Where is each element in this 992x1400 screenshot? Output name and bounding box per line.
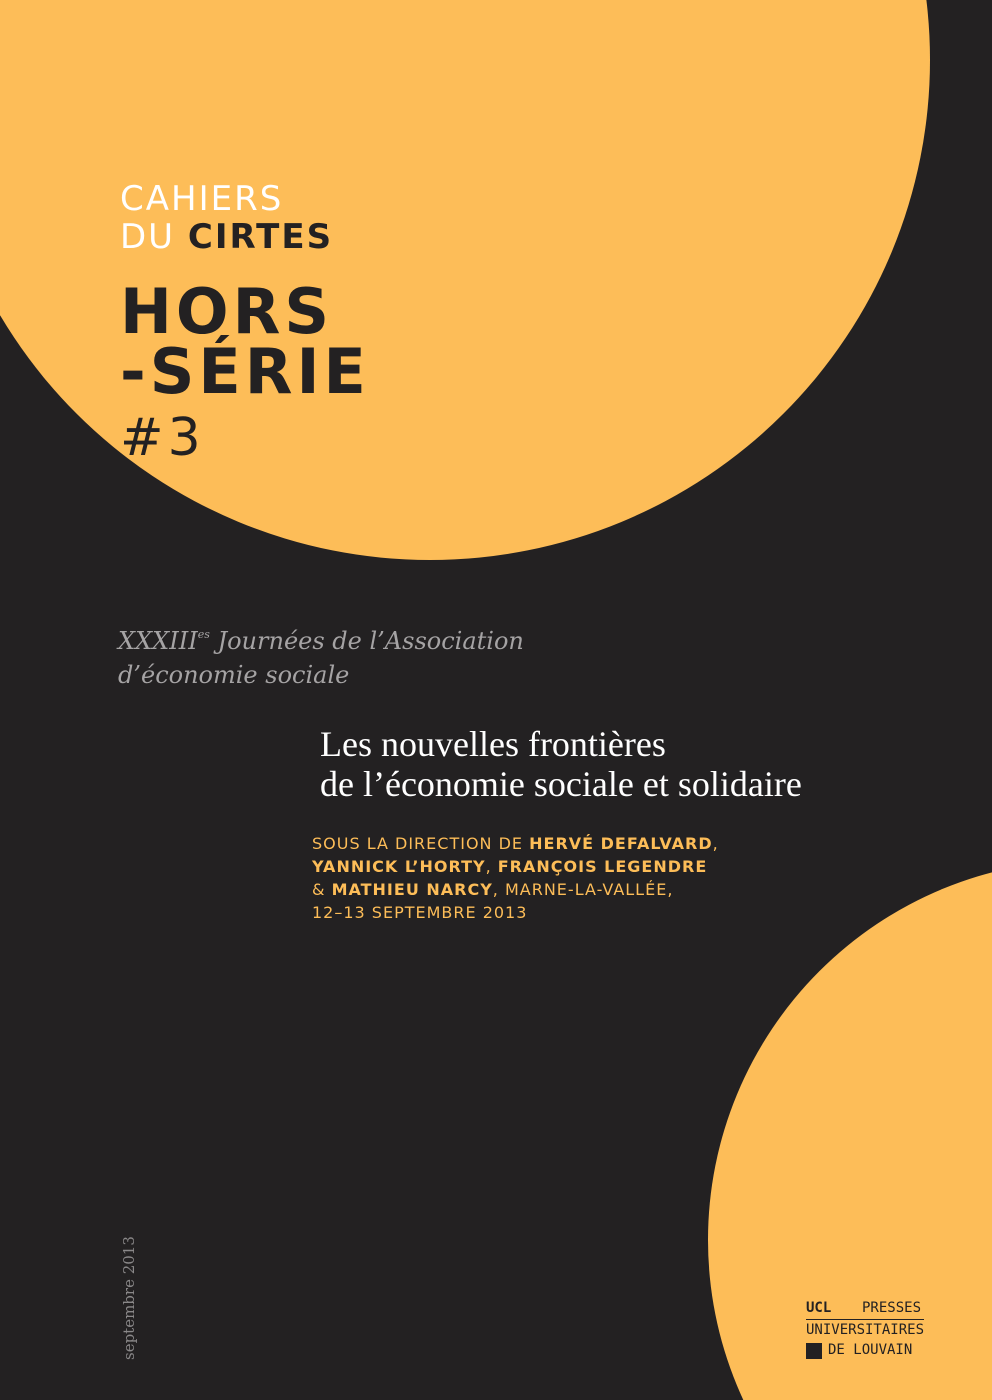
issue-number: #3 xyxy=(120,408,205,468)
series-name-line1: CAHIERS xyxy=(120,179,284,219)
publisher-abbr: UCL xyxy=(806,1300,832,1316)
series-name-du: DU xyxy=(120,217,176,257)
hors-serie-heading xyxy=(120,275,370,408)
book-title xyxy=(320,724,802,804)
conference-numeral: XXXIII xyxy=(118,627,198,655)
conference-line2: d’économie sociale xyxy=(118,661,350,689)
conference-dates: 12–13 SEPTEMBRE 2013 xyxy=(312,903,528,922)
publisher-logo xyxy=(806,1298,924,1361)
series-block xyxy=(120,180,370,468)
hors-serie-line1: HORS xyxy=(120,275,333,348)
editor-name-4: MATHIEU NARCY xyxy=(331,880,493,899)
editors-block: SOUS LA DIRECTION DE HERVÉ DEFALVARD, YANNICK L’HORTY, FRANÇOIS LEGENDRE & MATHIEU NARCY, MARNE-LA-VALLÉE, 12–13 SEPTEMBRE 2013 xyxy=(312,834,719,922)
publisher-square-icon xyxy=(806,1343,822,1359)
conference-place: MARNE-LA-VALLÉE, xyxy=(504,880,674,899)
publisher-line1: PRESSES xyxy=(862,1300,922,1316)
editor-name-1: HERVÉ DEFALVARD xyxy=(529,834,713,853)
editors-intro: SOUS LA DIRECTION DE xyxy=(312,834,524,853)
publisher-line3: DE LOUVAIN xyxy=(828,1342,913,1358)
hors-serie-line2: -SÉRIE xyxy=(120,335,370,408)
editor-name-2: YANNICK L’HORTY xyxy=(312,857,486,876)
publication-date: septembre 2013 xyxy=(120,1236,138,1360)
book-title-line2: de l’économie sociale et solidaire xyxy=(320,764,802,804)
series-name-cirtes: CIRTES xyxy=(187,217,334,257)
editor-name-3: FRANÇOIS LEGENDRE xyxy=(497,857,708,876)
publisher-line2: UNIVERSITAIRES xyxy=(806,1319,924,1341)
book-title-line1: Les nouvelles frontières xyxy=(320,724,666,764)
conference-ordinal: es xyxy=(197,628,210,641)
conference-subtitle xyxy=(118,618,524,692)
conference-line1-rest: Journées de l’Association xyxy=(209,627,524,655)
conference-line1 xyxy=(118,618,524,658)
series-name-line2 xyxy=(120,218,370,256)
